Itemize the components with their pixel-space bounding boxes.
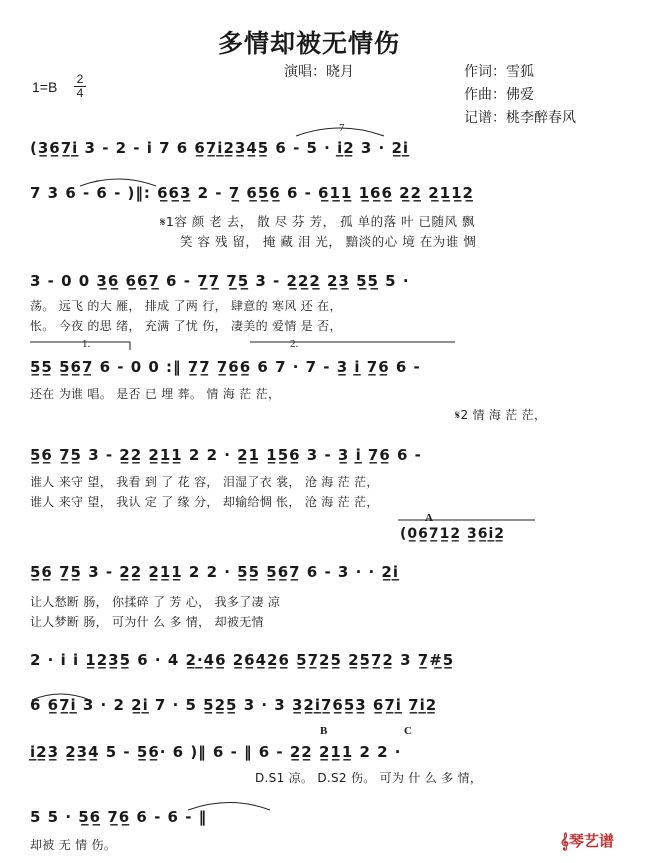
singer: 演唱：晓月 — [284, 64, 354, 80]
row-10-lyrics-1: 却被 无 情 伤。 — [30, 838, 117, 852]
row-8-notes: 6 6̲7̲i̲ 3 · 2 2̲i̲ 7 · 5 5̲2̲5̲ 3 · 3 3̲2̲i̲7̲6̲5̲3̲ 6̲7̲i̲ 7̲i̲2̲ — [30, 696, 438, 714]
row-7-notes: 2 · i i 1̲2̲3̲5̲ 6 · 4 2̲·̲4̲6̲ 2̲6̲4̲2̲6̲ 5̲7̲2̲5̲ 2̲5̲7̲2̲ 3 7̲#̲5̲ — [30, 651, 455, 669]
row-9-lyrics-1: D.S1 凉。 D.S2 伤。 可为 什 么 多 情， — [255, 771, 483, 785]
composer: 作曲：佛爱 — [464, 87, 534, 103]
lyricist: 作词：雪狐 — [464, 64, 534, 80]
rehearsal-a: A — [425, 512, 433, 524]
row-1-notes: (3̲6̲7̲i̲ 3 - 2 - i 7 6 6̲7̲i̲2̲3̲4̲5̲ 6 - 5 · i̲2̲ 3 · 2̲i̲ — [30, 139, 410, 157]
row-5-lyrics-2: 谁人 来守 望， 我认 定 了 缘 分， 却输给惆 怅， 沧 海 茫 茫， — [30, 495, 379, 509]
slur-row8 — [32, 694, 90, 700]
row-3-lyrics-1: 荡。 远飞 的大 雁， 排成 了两 行， 肆意的 寒风 还 在， — [30, 299, 342, 313]
row-3-notes: 3 - 0 0 3̲6̲ 6̲6̲7̲ 6 - 7̲7̲ 7̲5̲ 3 - 2̲2̲2̲ 2̲3̲ 5̲5̲ 5 · — [30, 272, 410, 290]
volta-2: 2. — [290, 338, 299, 350]
mark-seven: 7 — [339, 122, 345, 134]
row-5-notes: 5̲6̲ 7̲5̲ 3 - 2̲2̲ 2̲1̲1̲ 2 2 · 2̲1̲ 1̲5̲6̲ 3 - 3̲ i̲ 7̲6̲ 6 - — [30, 446, 422, 464]
intro-phrase: (0̲6̲7̲1̲2̲ 3̲6̲i̲2̲ — [400, 526, 506, 542]
transcriber: 记谱：桃李醉春风 — [464, 110, 576, 126]
volta-1: 1. — [82, 338, 91, 350]
row-4-notes: 5̲5̲ 5̲6̲7̲ 6 - 0 0 :‖ 7̲7̲ 7̲6̲6̲ 6 7 · 7 - 3̲ i̲ 7̲6̲ 6 - — [30, 358, 421, 376]
time-top: 2 — [76, 72, 84, 86]
row-2-notes: 7 3 6 - 6 - )‖: 6̲6̲3̲ 2 - 7̲ 6̲5̲6̲ 6 - 6̲1̲1̲ 1̲6̲6̲ 2̲2̲ 2̲1̲1̲2̲ — [30, 184, 474, 202]
watermark — [560, 830, 614, 851]
title: 多情却被无情伤 — [218, 29, 401, 58]
row-3-lyrics-2: 怅。 今夜 的思 绪， 充满 了忧 伤， 凄美的 爱情 是 否， — [30, 319, 342, 333]
rehearsal-b: B — [320, 725, 328, 737]
row-4-lyrics-1: 还在 为谁 唱。 是否 已 埋 葬。 情 海 茫 茫， — [30, 387, 281, 401]
row-6-lyrics-1: 让人愁断 肠， 你揉碎 了 芳 心， 我多了凄 凉 — [30, 595, 281, 609]
watermark-text: 琴艺谱 — [568, 832, 614, 850]
row-2-lyrics-1: 𝄋1容 颜 老 去， 散 尽 芬 芳， 孤 单的落 叶 已随风 飘 — [160, 214, 476, 229]
tie-row2 — [80, 179, 156, 186]
time-bottom: 4 — [76, 86, 84, 100]
row-10-notes: 5 5 · 5̲6̲ 7̲6̲ 6 - 6 - ‖ — [30, 808, 208, 826]
row-5-lyrics-1: 谁人 来守 望， 我看 到 了 花 容， 泪湿了衣 裳， 沧 海 茫 茫， — [30, 475, 379, 489]
row-2-lyrics-2: 笑 容 残 留， 掩 藏 泪 光， 黯淡的心 境 在为谁 惆 — [180, 234, 477, 249]
volta-1-bracket — [30, 342, 130, 350]
slur-row10 — [188, 803, 270, 811]
key-signature: 1=B — [32, 79, 58, 95]
row-6-lyrics-2: 让人梦断 肠， 可为什 么 多 情， 却被无情 — [30, 615, 264, 629]
slur-1 — [296, 128, 384, 136]
treble-clef-logo-icon: 𝄞 — [560, 832, 569, 850]
row-6-notes: 5̲6̲ 7̲5̲ 3 - 2̲2̲ 2̲1̲1̲ 2 2 · 5̲5̲ 5̲6̲7̲ 6 - 3 · · 2̲i̲ — [30, 563, 399, 581]
row-9-notes: i̲2̲3̲ 2̲3̲4̲ 5 - 5̲6̲· 6 )‖ 6 - ‖ 6 - 2̲2̲ 2̲1̲1̲ 2 2 · — [30, 743, 402, 761]
rehearsal-c: C — [404, 725, 412, 737]
row-4-lyrics-2: 𝄋2 情 海 茫 茫， — [455, 408, 547, 422]
